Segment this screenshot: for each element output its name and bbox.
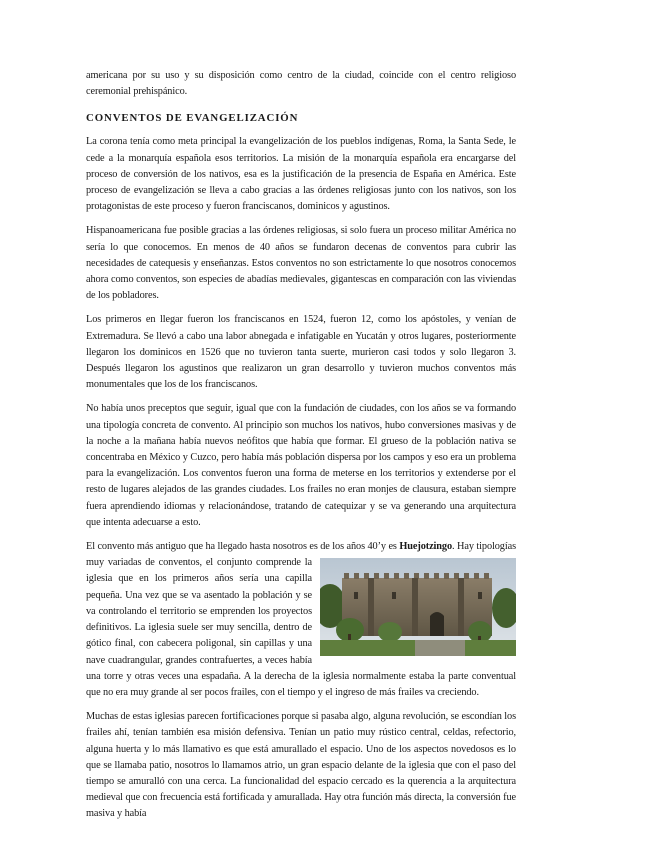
paragraph-primeros: Los primeros en llegar fueron los franciscanos en 1524, fueron 12, como los apóstoles, y venían de Extremadura. Se llevó a cabo una labor abnegada e infatigable en Yucatán y otros lugares, posteriormente llegaron los dominicos en 1526 que no tuvieron tanta suerte, murieron casi todos y solo llegaron 3. Después llegaron los agustinos que realizaron un gran desarrollo y tuvieron muchos conventos más monumentales que los de los franciscanos. bbox=[86, 314, 516, 391]
huejotzingo-text-after: . Hay tipologías muy variadas de conventos, el conjunto comprende la iglesia que en los primeros años sería una capilla pequeña. Una vez que se va asentado la población y se va controlando el territorio se emprenden los proyectos definitivos. La iglesia suele ser muy sencilla, dentro de gótico final, con cabecera poligonal, sin capillas y una nave cuadrangular, grandes contrafuertes, a veces había una torre y otras veces una espadaña. A la derecha de la iglesia normalmente estaba la parte conventual que no era muy grande al ser pocos frailes, con el tiempo y el ingreso de más frailes va creciendo. bbox=[86, 541, 516, 698]
huejotzingo-name: Huejotzingo bbox=[399, 541, 453, 553]
section-heading: CONVENTOS DE EVANGELIZACIÓN bbox=[86, 112, 299, 125]
paragraph-hispanoamericana: Hispanoamericana fue posible gracias a las órdenes religiosas, si solo fuera un proceso militar América no sería lo que conocemos. En menos de 40 años se fundaron decenas de conventos para cubrir las necesidades de catequesis y enseñanzas. Estos conventos no son estrictamente lo que nosotros conocemos ahora como conventos, son especies de abadías medievales, gigantescas en comparación con las viviendas de los pobladores. bbox=[86, 225, 516, 302]
intro-paragraph: americana por su uso y su disposición como centro de la ciudad, coincide con el centro religioso ceremonial prehispánico. bbox=[86, 70, 516, 98]
paragraph-corona: La corona tenía como meta principal la evangelización de los pueblos indígenas, Roma, la Santa Sede, le cede a la monarquía española esos territorios. La misión de la monarquía española era encargarse del proceso de conversión de los nativos, esa es la justificación de la presencia de España en América. Este proceso de evangelización se lleva a cabo gracias a las órdenes religiosas junto con los nativos, son los protagonistas de este proceso y fueron franciscanos, dominicos y agustinos. bbox=[86, 136, 516, 213]
page-content bbox=[86, 68, 516, 831]
convent-photo bbox=[320, 558, 516, 656]
paragraph-huejotzingo bbox=[86, 539, 516, 701]
paragraph-preceptos: No había unos preceptos que seguir, igual que con la fundación de ciudades, con los años se va formando una tipología concreta de convento. Al principio son muchos los nativos, hubo conversiones masivas y de la noche a la mañana había nuevos neófitos que había que formar. El grueso de la población nativa se concentraba en México y Cuzco, pero había más población dispersa por los campos y eso era un problema para la evangelización. Los conventos fueron una forma de meterse en los territorios y extenderse por el resto de lugares alejados de las grandes ciudades. Los frailes no eran monjes de clausura, estaban siempre fuera aprendiendo idiomas y relacionándose, tratando de catequizar y se va generando una arquitectura que intenta adecuarse a esto. bbox=[86, 403, 516, 528]
huejotzingo-text-before: El convento más antiguo que ha llegado hasta nosotros es de los años 40’y es bbox=[86, 541, 400, 553]
paragraph-fortificaciones: Muchas de estas iglesias parecen fortificaciones porque si pasaba algo, alguna revolución, se escondían los frailes ahí, tenían también esa misión defensiva. Tenían un patio muy rústico central, celdas, refectorio, alguna huerta y lo más llamativo es que está amurallado el espacio. Uno de los aspectos novedosos es lo que se llamaba patio, nosotros lo llamamos atrio, un gran espacio delante de la iglesia que con el paso del tiempo se amuralló con una cerca. La funcionalidad del espacio cercado es la querencia a la arquitectura medieval que con frecuencia está fortificada y amurallada. Hay otra función más directa, la conversión fue masiva y había bbox=[86, 711, 516, 820]
